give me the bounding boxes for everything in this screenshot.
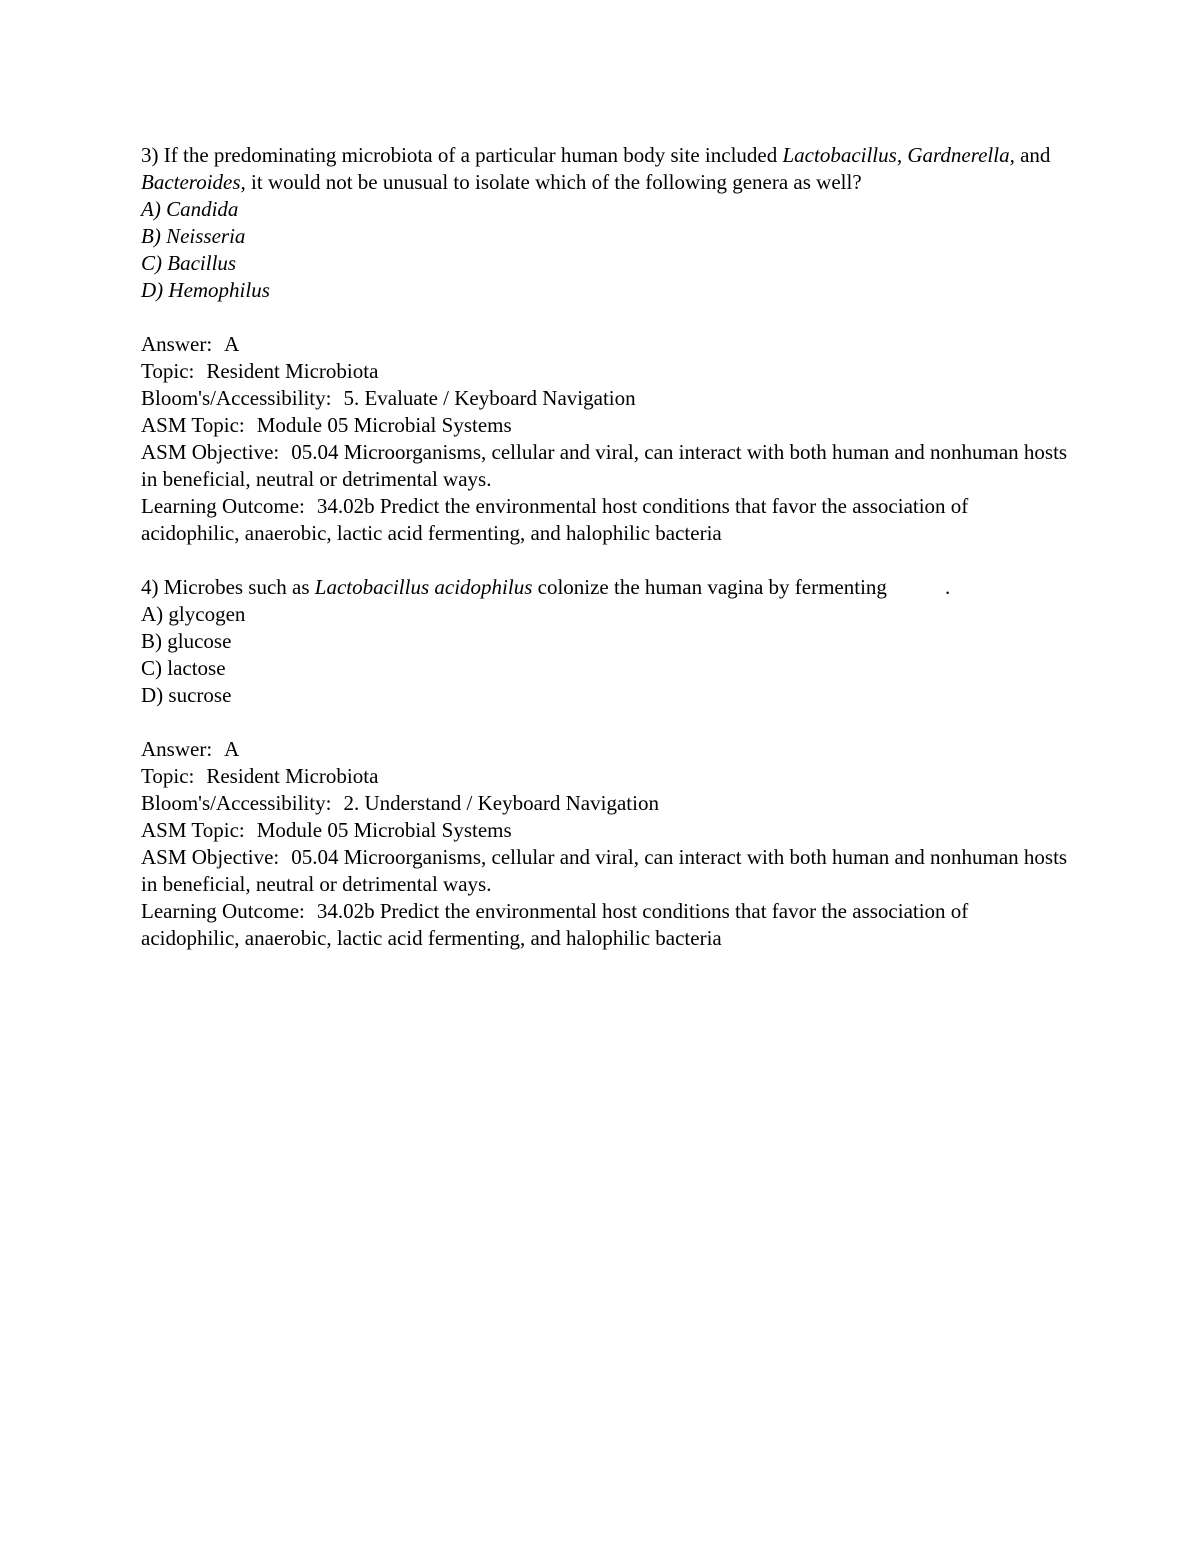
choice-list <box>141 601 1071 709</box>
question-stem-text: colonize the human vagina by fermenting <box>532 575 887 599</box>
meta-line <box>141 385 1071 412</box>
meta-label: Topic: <box>141 359 195 383</box>
meta-value: 05.04 Microorganisms, cellular and viral, can interact with both human and nonhuman hosts in beneficial, neutral or detrimental ways. <box>141 845 1068 896</box>
spacer <box>141 547 1071 574</box>
choice-item: C) lactose <box>141 656 226 680</box>
choice-list <box>141 196 1071 304</box>
meta-line <box>141 763 1071 790</box>
meta-label: ASM Objective: <box>141 440 280 464</box>
meta-value: 34.02b Predict the environmental host conditions that favor the association of acidophilic, anaerobic, lactic acid fermenting, and halophilic bacteria <box>141 494 969 545</box>
question-stem-text: and <box>1014 143 1051 167</box>
meta-label: ASM Objective: <box>141 845 280 869</box>
meta-label: Bloom's/Accessibility: <box>141 791 332 815</box>
meta-line <box>141 439 1071 493</box>
choice-item: D) Hemophilus <box>141 278 270 302</box>
question-stem-text: 3) If the predominating microbiota of a particular human body site included <box>141 143 783 167</box>
meta-line <box>141 358 1071 385</box>
meta-label: ASM Topic: <box>141 818 245 842</box>
meta-value: Resident Microbiota <box>206 764 379 788</box>
choice-item: B) Neisseria <box>141 224 246 248</box>
choice-item: A) glycogen <box>141 602 246 626</box>
meta-line <box>141 790 1071 817</box>
question-stem-text: Lactobacillus, Gardnerella, <box>782 143 1015 167</box>
meta-label: Learning Outcome: <box>141 494 305 518</box>
question-stem-text: Lactobacillus acidophilus <box>314 575 533 599</box>
meta-value: Resident Microbiota <box>206 359 379 383</box>
meta-line <box>141 817 1071 844</box>
meta-line <box>141 844 1071 898</box>
question-stem-text: 4) Microbes such as <box>141 575 315 599</box>
meta-label: Answer: <box>141 332 213 356</box>
meta-value: Module 05 Microbial Systems <box>256 818 512 842</box>
choice-item: C) Bacillus <box>141 251 237 275</box>
document-content <box>141 142 1071 952</box>
meta-label: Topic: <box>141 764 195 788</box>
meta-value: 05.04 Microorganisms, cellular and viral, can interact with both human and nonhuman hosts in beneficial, neutral or detrimental ways. <box>141 440 1068 491</box>
spacer <box>141 304 1071 331</box>
choice-item: B) glucose <box>141 629 232 653</box>
meta-value: A <box>224 737 240 761</box>
meta-label: Answer: <box>141 737 213 761</box>
choice-item: D) sucrose <box>141 683 232 707</box>
meta-line <box>141 412 1071 439</box>
meta-line <box>141 331 1071 358</box>
question-stem-text: Bacteroides, <box>141 170 246 194</box>
choice-item: A) Candida <box>141 197 239 221</box>
question-stem <box>141 142 1071 196</box>
meta-value: 5. Evaluate / Keyboard Navigation <box>343 386 636 410</box>
meta-label: Bloom's/Accessibility: <box>141 386 332 410</box>
meta-line <box>141 898 1071 952</box>
meta-label: Learning Outcome: <box>141 899 305 923</box>
meta-label: ASM Topic: <box>141 413 245 437</box>
meta-value: 34.02b Predict the environmental host conditions that favor the association of acidophilic, anaerobic, lactic acid fermenting, and halophilic bacteria <box>141 899 969 950</box>
meta-line <box>141 493 1071 547</box>
question-stem-text: it would not be unusual to isolate which of the following genera as well? <box>245 170 862 194</box>
spacer <box>141 709 1071 736</box>
question-block <box>141 142 1071 547</box>
question-stem-text: . <box>944 575 951 599</box>
question-stem <box>141 574 1071 601</box>
meta-value: A <box>224 332 240 356</box>
meta-line <box>141 736 1071 763</box>
meta-value: 2. Understand / Keyboard Navigation <box>343 791 659 815</box>
meta-value: Module 05 Microbial Systems <box>256 413 512 437</box>
question-block <box>141 574 1071 952</box>
